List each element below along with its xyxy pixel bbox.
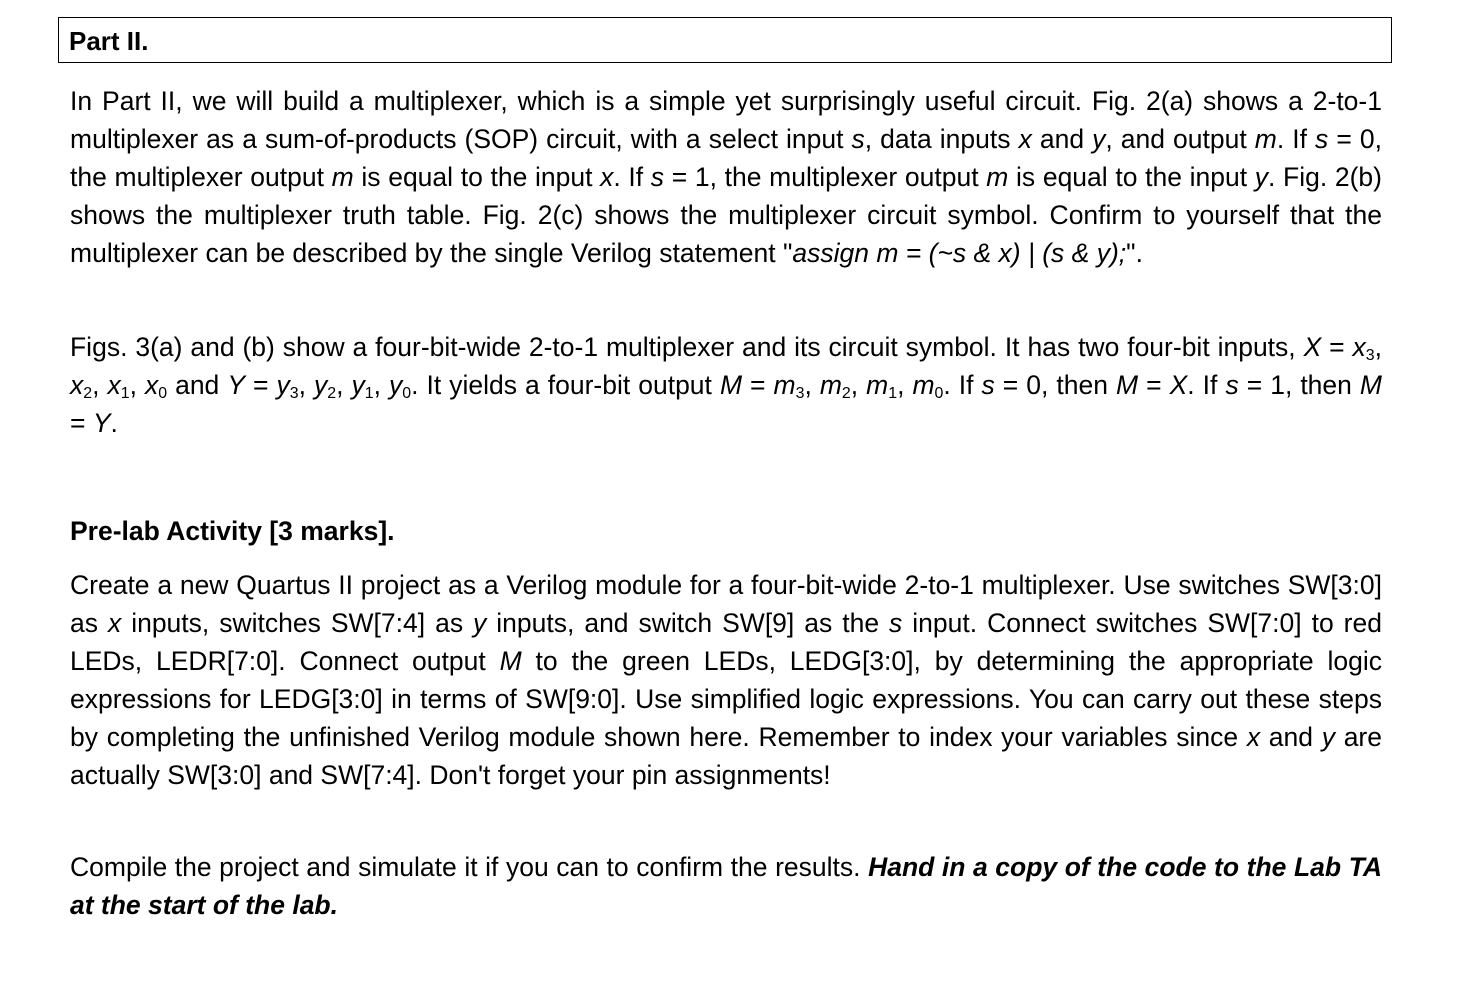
prelab-heading: Pre-lab Activity [3 marks]. — [70, 516, 395, 546]
part-heading-box — [58, 17, 1392, 63]
prelab-paragraph: Create a new Quartus II project as a Verilog module for a four-bit-wide 2-to-1 multiplexer. Use switches SW[3:0] as x inputs, switches SW[7:4] as y inputs, and switch SW[9] as the s input. Connect switches SW[7:0] to red LEDs, LEDR[7:0]. Connect output M to the green LEDs, LEDG[3:0], by determining the appropriate logic expressions for LEDG[3:0] in terms of SW[9:0]. Use simplified logic expressions. You can carry out these steps by completing the unfinished Verilog module shown here. Remember to index your variables since x and y are actually SW[3:0] and SW[7:4]. Don't forget your pin assignments! — [70, 570, 1383, 790]
hand-in-instruction: Hand in a copy of the code to the Lab TA at the start of the lab. — [70, 852, 1382, 920]
verilog-statement: assign m = (~s & x) | (s & y); — [792, 238, 1127, 268]
part-heading: Part II. — [69, 26, 149, 56]
compile-paragraph: Compile the project and simulate it if you can to confirm the results. Hand in a copy of the code to the Lab TA at the start of the lab. — [70, 852, 1382, 920]
intro-paragraph: In Part II, we will build a multiplexer, which is a simple yet surprisingly useful circuit. Fig. 2(a) shows a 2-to-1 multiplexer as a sum-of-products (SOP) circuit, with a select input s, data inputs x and y, and output m. If s = 0, the multiplexer output m is equal to the input x. If s = 1, the multiplexer output m is equal to the input y. Fig. 2(b) shows the multiplexer truth table. Fig. 2(c) shows the multiplexer circuit symbol. Confirm to yourself that the multiplexer can be described by the single Verilog statement "assign m = (~s & x) | (s & y);". — [70, 86, 1382, 268]
fig3-paragraph: Figs. 3(a) and (b) show a four-bit-wide 2-to-1 multiplexer and its circuit symbol. It has two four-bit inputs, $X = x_3$, $x_2$, $x_1$, $x_0$ and $Y = y_3$, $y_2$, $y_1$, $y_0$. It yields a four-bit output $M = m_3$, $m_2$, $m_1$, $m_0$. If s = 0, then M = X. If s = 1, then M = Y. — [70, 332, 1382, 438]
